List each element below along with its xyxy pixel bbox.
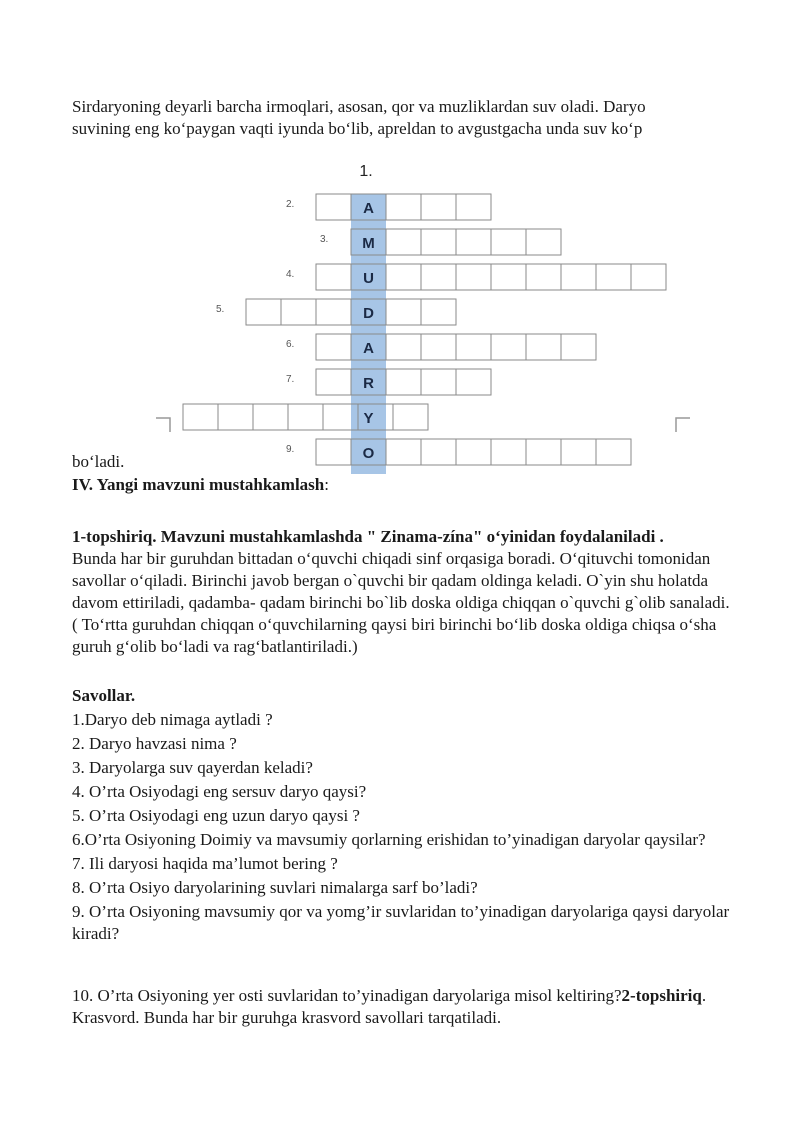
crossword-cell (456, 334, 491, 360)
crossword-row-number: 7. (286, 374, 295, 385)
crossword-key-letter: U (363, 270, 374, 287)
crossword-key-letter: M (362, 235, 375, 252)
crossword-row-number: 2. (286, 199, 295, 210)
crossword-cell (386, 369, 421, 395)
crossword-cell (316, 194, 351, 220)
question-item: 2. Daryo havzasi nima ? (72, 734, 237, 753)
task2-text: . Krasvord. Bunda har bir guruhga krasvord savollari tarqatiladi. (72, 986, 707, 1027)
crossword-cell (421, 299, 456, 325)
task2-label: 2-topshiriq (621, 986, 702, 1005)
intro-line-1: Sirdaryoning deyarli barcha irmoqlari, asosan, qor va muzliklardan suv oladi. Daryo (72, 97, 646, 116)
crossword-row-number: 4. (286, 269, 295, 280)
intro-line-2: suvining eng ko‘paygan vaqti iyunda bo‘lib, apreldan to avgustgacha unda suv ko‘p (72, 119, 643, 138)
crossword-cell (421, 264, 456, 290)
questions-title: Savollar. (72, 686, 136, 705)
crossword-row-number: 6. (286, 339, 295, 350)
crossword-cell (561, 334, 596, 360)
crossword-cell (421, 194, 456, 220)
crossword-cell (386, 229, 421, 255)
crossword-cell (393, 404, 428, 430)
crossword-row-number: 3. (320, 234, 329, 245)
crossword-cell (526, 229, 561, 255)
crop-mark-right (676, 418, 690, 432)
crossword-cell (491, 229, 526, 255)
section-heading-suffix: : (324, 475, 329, 494)
crossword-cell (288, 404, 323, 430)
crossword-cell (253, 404, 288, 430)
crossword-cell (456, 369, 491, 395)
crossword-cell (386, 264, 421, 290)
crossword-cell (421, 369, 456, 395)
crossword-cell (386, 299, 421, 325)
question-item: 4. O’rta Osiyodagi eng sersuv daryo qaysi? (72, 782, 367, 801)
crossword-cell (386, 194, 421, 220)
question-item: 7. Ili daryosi haqida ma’lumot bering ? (72, 854, 338, 873)
crossword-cell (631, 264, 666, 290)
crossword-cell (183, 404, 218, 430)
questions-list (72, 709, 732, 947)
section-heading (72, 474, 732, 496)
crossword-cell (456, 194, 491, 220)
crossword-row-number: 5. (216, 304, 225, 315)
crossword-key-letter: A (363, 200, 374, 217)
crossword-cell (386, 334, 421, 360)
crossword-cell (491, 264, 526, 290)
question-10: 10. O’rta Osiyoning yer osti suvlaridan to’yinadigan daryolariga misol keltiring? (72, 986, 622, 1005)
question-item: 5. O’rta Osiyodagi eng uzun daryo qaysi ? (72, 806, 360, 825)
crossword-cell (246, 299, 281, 325)
crossword-key-letter: O (362, 445, 375, 462)
crossword-cell (456, 229, 491, 255)
crossword-key-letter: D (363, 305, 374, 322)
crossword-cell (316, 334, 351, 360)
crossword-cell (421, 334, 456, 360)
crossword-cell (218, 404, 253, 430)
crossword-cell (596, 264, 631, 290)
question-10-and-task2 (72, 985, 732, 1029)
crossword-key-letter: R (363, 375, 374, 392)
crossword-cell (561, 264, 596, 290)
crossword-row-number: 9. (286, 444, 295, 455)
crossword-cell (316, 264, 351, 290)
question-item: 9. O’rta Osiyoning mavsumiy qor va yomg’ir suvlaridan to’yinadigan daryolariga qaysi daryolar kiradi? (72, 902, 730, 943)
crossword-cell (526, 334, 561, 360)
crossword-key-letter: Y (363, 410, 374, 427)
crossword-cell (491, 334, 526, 360)
question-item: 6.O’rta Osiyoning Doimiy va mavsumiy qorlarning erishidan to’yinadigan daryolar qaysilar? (72, 830, 706, 849)
crossword-cell (316, 369, 351, 395)
crossword-cell (456, 264, 491, 290)
section-heading-text: IV. Yangi mavzuni mustahkamlash (72, 475, 325, 494)
crossword-cell (281, 299, 316, 325)
crossword-cell (526, 264, 561, 290)
crossword-cell (316, 299, 351, 325)
task1-title: 1-topshiriq. Mavzuni mustahkamlashda " Zinama-zína" o‘yinidan foydalaniladi . (72, 527, 664, 546)
tail-text: bo‘ladi. (72, 452, 125, 471)
crossword-header-number: 1. (359, 163, 373, 180)
question-item: 3. Daryolarga suv qayerdan keladi? (72, 758, 313, 777)
question-item: 1.Daryo deb nimaga aytladi ? (72, 710, 273, 729)
task1-paragraph (72, 526, 732, 658)
question-item: 8. O’rta Osiyo daryolarining suvlari nimalarga sarf bo’ladi? (72, 878, 478, 897)
crossword-key-letter: A (363, 340, 374, 357)
crop-mark-left (156, 418, 170, 432)
task1-body: Bunda har bir guruhdan bittadan o‘quvchi chiqadi sinf orqasiga boradi. O‘qituvchi tomonidan savollar o‘qiladi. Birinchi javob bergan o`quvchi bir qadam oldinga keladi. O`yin shu holatda davom ettiriladi, qadamba- qadam birinchi bo`lib doska oldiga chiqqan o`quvchi g`olib sanaladi. ( To‘rtta guruhdan chiqqan o‘quvchilarning qaysi biri birinchi bo‘lib doska oldiga chiqsa o‘sha guruh g‘olib bo‘ladi va rag‘batlantiriladi.) (72, 549, 730, 656)
crossword-cell (421, 229, 456, 255)
intro-paragraph (72, 96, 732, 140)
